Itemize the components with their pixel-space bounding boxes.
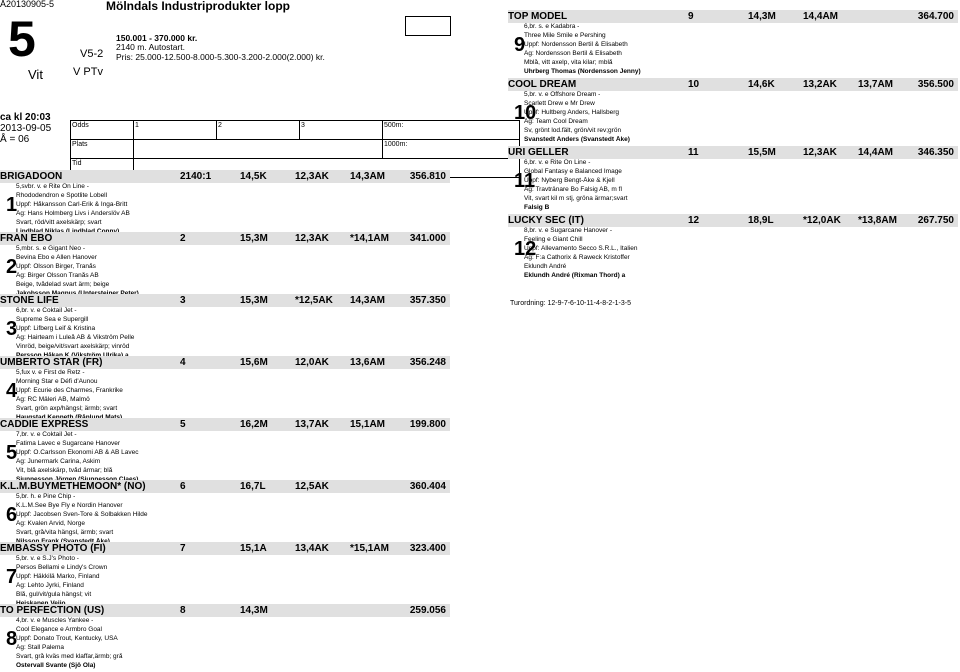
- horse-odds-2: 13,4AK: [295, 543, 329, 554]
- horse-line-4: Äg: Travtränare Bo Falsig AB, m fl: [524, 186, 622, 193]
- horse-line-2: Fatima Lavec e Sugarcane Hanover: [16, 440, 121, 447]
- horse-line-2: Three Mile Smile e Pershing: [524, 32, 606, 39]
- horse-line-4: Äg: Birger Olsson Tranås AB: [16, 272, 99, 279]
- race-time: ca kl 20:03: [0, 112, 51, 123]
- horse-line-4: Äg: Hairteam i Luleå AB & Vikström Pelle: [16, 334, 135, 341]
- horse-line-4: Äg: Team Cool Dream: [524, 118, 588, 125]
- horse-money: 360.404: [409, 481, 446, 492]
- horse-line-1: 8,br. v. e Sugarcane Hanover -: [524, 227, 613, 234]
- race-desc-1: 150.001 - 370.000 kr.: [116, 33, 198, 43]
- horse-odds-1: 15,3M: [240, 295, 268, 306]
- horse-entry: [508, 78, 958, 145]
- horse-header: [0, 232, 450, 245]
- horse-line-5: Vinröd, beige/vit/svart axelskärp; vinröd: [16, 343, 130, 350]
- horse-sub: 4: [180, 357, 186, 368]
- horse-name: LUCKY SEC (IT): [508, 215, 584, 226]
- horse-odds-1: 14,3M: [748, 11, 776, 22]
- horse-number: 7: [6, 566, 18, 588]
- horse-odds-2: 12,3AK: [295, 233, 329, 244]
- horse-line-2: Global Fantasy e Balanced Image: [524, 168, 622, 175]
- horse-line-1: 7,br. v. e Coktail Jet -: [16, 431, 77, 438]
- horse-line-3: Uppf: Häkkilä Marko, Finland: [16, 573, 100, 580]
- horse-sub: 11: [688, 147, 699, 158]
- horse-header: [0, 294, 450, 307]
- horse-line-5: Beige, tvådelad svart ärm; beige: [16, 281, 110, 288]
- horse-odds-3: 15,1AM: [350, 419, 386, 430]
- horse-odds-2: *12,0AK: [803, 215, 841, 226]
- horse-line-3: Uppf: Jacobsen Sven-Tore & Solbakken Hilde: [16, 511, 148, 518]
- horse-odds-1: 15,5M: [748, 147, 776, 158]
- horse-sub: 5: [180, 419, 186, 430]
- horse-entry: [508, 146, 958, 213]
- page-code: Å20130905-5: [0, 0, 55, 9]
- horse-number: 6: [6, 504, 18, 526]
- horse-line-3: Uppf: Ecurie des Charmes, Frankrike: [16, 387, 123, 394]
- horse-number: 9: [514, 34, 526, 56]
- horse-sub: 3: [180, 295, 186, 306]
- horse-odds-3: 13,6AM: [350, 357, 386, 368]
- horse-money: 356.500: [917, 79, 954, 90]
- horse-line-2: Bevina Ebo e Allen Hanover: [16, 254, 97, 261]
- horse-line-1: 5,br. h. e Pine Chip -: [16, 493, 76, 500]
- race-title: Mölndals Industriprodukter lopp: [106, 0, 290, 13]
- horse-line-2: Supreme Sea e Supergill: [16, 316, 89, 323]
- horse-odds-1: 18,9L: [748, 215, 774, 226]
- horse-name: UMBERTO STAR (FR): [0, 357, 103, 368]
- horse-sub: 2: [180, 233, 186, 244]
- horse-line-5: Svart, grön axp/hängsl; ärmb; svart: [16, 405, 118, 412]
- horse-line-4: Äg: Nordensson Bertil & Elisabeth: [524, 50, 622, 57]
- horse-money: 356.248: [409, 357, 446, 368]
- horse-line-3: Uppf: O.Carlsson Ekonomi AB & AB Lavec: [16, 449, 139, 456]
- odds-tid: Tid: [71, 159, 134, 178]
- horse-driver: Svanstedt Anders (Svanstedt Åke): [524, 136, 630, 143]
- odds-col-1: 1: [134, 121, 217, 140]
- horse-line-5: Svart, röd/vitt axelskärp; svart: [16, 219, 102, 226]
- horse-odds-1: 16,2M: [240, 419, 268, 430]
- track: Å = 06: [0, 134, 30, 145]
- horse-header: [0, 356, 450, 369]
- horse-line-3: Uppf: Nyberg Bengt-Åke & Kjell: [524, 177, 615, 184]
- odds-1000m: 1000m:: [383, 140, 520, 159]
- horse-odds-3: 13,7AM: [858, 79, 894, 90]
- horse-line-1: 6,br. v. e Rite On Line -: [524, 159, 591, 166]
- horse-odds-3: *13,8AM: [858, 215, 897, 226]
- horse-driver: Östervall Svante (Sjö Ola): [16, 662, 96, 669]
- horse-odds-1: 16,7L: [240, 481, 266, 492]
- horse-entry: [0, 542, 450, 609]
- horse-header: [508, 78, 958, 91]
- horse-odds-2: 12,3AK: [295, 171, 329, 182]
- horse-sub: 2140:1: [180, 171, 212, 182]
- horse-entry: [0, 232, 450, 299]
- horse-entry: [0, 480, 450, 547]
- horse-money: 323.400: [409, 543, 446, 554]
- horse-line-2: Morning Star e Défi d'Aunou: [16, 378, 98, 385]
- horse-entry: [508, 214, 958, 281]
- odds-col-2: 2: [217, 121, 300, 140]
- horse-line-1: 5,svbr. v. e Rite On Line -: [16, 183, 89, 190]
- horse-name: CADDIE EXPRESS: [0, 419, 89, 430]
- horse-number: 4: [6, 380, 18, 402]
- horse-number: 3: [6, 318, 18, 340]
- horse-line-1: 5,mbr. s. e Gigant Neo -: [16, 245, 86, 252]
- horse-name: TOP MODEL: [508, 11, 568, 22]
- horse-odds-2: 13,7AK: [295, 419, 329, 430]
- horse-line-3: Uppf: Olsson Birger, Tranås: [16, 263, 96, 270]
- horse-line-4: Äg: Kvalen Arvid, Norge: [16, 520, 86, 527]
- odds-label: Odds: [71, 121, 134, 140]
- horse-name: STONE LIFE: [0, 295, 59, 306]
- horse-entry: [0, 170, 450, 237]
- horse-number: 12: [514, 238, 537, 260]
- race-desc-3: Pris: 25.000-12.500-8.000-5.300-3.200-2.000(2.000) kr.: [116, 51, 325, 62]
- horse-line-4: Äg: Lehto Jyrki, Finland: [16, 582, 84, 589]
- horse-driver: Uhrberg Thomas (Nordensson Jenny): [524, 68, 641, 75]
- horse-odds-1: 14,6K: [748, 79, 775, 90]
- horse-odds-2: *12,5AK: [295, 295, 333, 306]
- horse-odds-3: 14,4AM: [858, 147, 894, 158]
- horse-line-3: Uppf: Nordensson Bertil & Elisabeth: [524, 41, 628, 48]
- horse-line-1: 6,br. s. e Kadabra -: [524, 23, 580, 30]
- horse-name: COOL DREAM: [508, 79, 577, 90]
- horse-header: [0, 170, 450, 183]
- horse-line-4: Äg: Hans Holmberg Livs i Anderslöv AB: [16, 210, 130, 217]
- horse-line-5: Sv, grönt lod.fält, grön/vit rev;grön: [524, 127, 622, 134]
- horse-sub: 7: [180, 543, 186, 554]
- horse-sub: 8: [180, 605, 186, 616]
- horse-line-2: Rhododendron e Spotlite Lobell: [16, 192, 108, 199]
- horse-line-5: Eklundh André: [524, 263, 567, 270]
- horse-money: 341.000: [409, 233, 446, 244]
- horse-number: 10: [514, 102, 537, 124]
- race-desc-2: 2140 m. Autostart.: [116, 42, 185, 53]
- start-order: Turordning: 12-9-7-6-10-11-4-8-2-1-3-5: [510, 300, 631, 307]
- horse-odds-2: 13,2AK: [803, 79, 837, 90]
- horse-line-4: Äg: Junermark Carina, Askim: [16, 458, 101, 465]
- race-number: 5: [8, 11, 36, 67]
- race-type-vptv: V PTv: [73, 66, 103, 78]
- horse-line-2: Feeling e Giant Chill: [524, 236, 583, 243]
- horse-header: [0, 480, 450, 493]
- horse-line-1: 5,fux v. e First de Retz -: [16, 369, 85, 376]
- horse-line-2: Scarlett Drew e Mr Drew: [524, 100, 595, 107]
- horse-line-1: 4,br. v. e Muscles Yankee -: [16, 617, 94, 624]
- horse-sub: 6: [180, 481, 186, 492]
- horse-money: 357.350: [409, 295, 446, 306]
- horse-odds-2: 12,5AK: [295, 481, 329, 492]
- horse-odds-1: 14,5K: [240, 171, 267, 182]
- horse-odds-3: 14,3AM: [350, 295, 386, 306]
- horse-entry: [0, 356, 450, 423]
- race-date: 2013-09-05: [0, 123, 52, 134]
- race-type: V5-2: [80, 48, 104, 60]
- horse-odds-2: 14,4AM: [803, 11, 839, 22]
- horse-line-5: Svart, grå kväs med klaffar,ärmb; grå: [16, 653, 123, 660]
- horse-name: FRAN EBO: [0, 233, 53, 244]
- horse-line-3: Uppf: Hultberg Anders, Hallsberg: [524, 109, 620, 116]
- horse-number: 1: [6, 194, 18, 216]
- horse-odds-3: 14,3AM: [350, 171, 386, 182]
- horse-entry: [508, 10, 958, 77]
- horse-line-2: Cool Elegance e Armbro Goal: [16, 626, 102, 633]
- horse-entry: [0, 294, 450, 361]
- horse-money: 259.056: [409, 605, 446, 616]
- horse-name: BRIGADOON: [0, 171, 63, 182]
- horse-header: [0, 542, 450, 555]
- track-logo-icon: [405, 16, 451, 36]
- horse-number: 2: [6, 256, 18, 278]
- horse-driver: Falsig B: [524, 204, 550, 211]
- horse-line-5: Mblå, vitt axelp, vita kilar; mblå: [524, 59, 613, 66]
- horse-line-5: Blå, gul/vit/gula hängsl; vit: [16, 591, 92, 598]
- horse-header: [508, 10, 958, 23]
- horse-line-1: 5,br. v. e Offshore Dream -: [524, 91, 601, 98]
- horse-header: [0, 604, 450, 617]
- horse-odds-3: *14,1AM: [350, 233, 389, 244]
- horse-odds-1: 15,1A: [240, 543, 267, 554]
- horse-entry: [0, 418, 450, 485]
- horse-sub: 12: [688, 215, 700, 226]
- horse-header: [508, 214, 958, 227]
- horse-line-4: Äg: Stall Palema: [16, 644, 65, 651]
- horse-line-3: Uppf: Håkansson Carl-Erik & Inga-Britt: [16, 201, 128, 208]
- horse-entry: [0, 604, 450, 671]
- horse-number: 8: [6, 628, 18, 650]
- horse-odds-1: 15,6M: [240, 357, 268, 368]
- horse-header: [508, 146, 958, 159]
- horse-line-2: K.L.M.See Bye Fly e Nordin Hanover: [16, 502, 123, 509]
- horse-line-1: 5,br. v. e S.J's Photo -: [16, 555, 79, 562]
- horse-number: 5: [6, 442, 18, 464]
- odds-plats: Plats: [71, 140, 134, 159]
- horse-line-4: Äg: F:a Cathorix & Raweck Kristoffer: [524, 254, 630, 261]
- horse-odds-2: 12,3AK: [803, 147, 837, 158]
- horse-money: 346.350: [917, 147, 954, 158]
- horse-name: URI GELLER: [508, 147, 569, 158]
- horse-money: 267.750: [917, 215, 954, 226]
- horse-driver: Eklundh André (Rixman Thord) a: [524, 272, 626, 279]
- horse-line-2: Persos Bellami e Lindy's Crown: [16, 564, 108, 571]
- horse-line-3: Uppf: Lifberg Leif & Kristina: [16, 325, 96, 332]
- horse-header: [0, 418, 450, 431]
- horse-number: 11: [514, 170, 536, 192]
- horse-sub: 9: [688, 11, 694, 22]
- horse-name: K.L.M.BUYMETHEMOON* (NO): [0, 481, 146, 492]
- horse-sub: 10: [688, 79, 700, 90]
- odds-500m: 500m:: [383, 121, 520, 140]
- horse-line-1: 6,br. v. e Coktail Jet -: [16, 307, 77, 314]
- race-type-vit: Vit: [28, 67, 43, 82]
- horse-line-5: Vit, blå axelskärp, tvåd ärmar; blå: [16, 467, 113, 474]
- horse-odds-3: *15,1AM: [350, 543, 389, 554]
- race-description: [116, 34, 325, 62]
- horse-name: TO PERFECTION (US): [0, 605, 105, 616]
- horse-line-3: Uppf: Allevamento Secco S.R.L., Italien: [524, 245, 638, 252]
- horse-line-4: Äg: RC Mäleri AB, Malmö: [16, 396, 90, 403]
- odds-col-3: 3: [300, 121, 383, 140]
- horse-line-5: Vit, svart kil m stj, gröna ärmar;svart: [524, 195, 628, 202]
- horse-money: 356.810: [409, 171, 446, 182]
- horse-odds-1: 15,3M: [240, 233, 268, 244]
- horse-money: 199.800: [409, 419, 446, 430]
- horse-name: EMBASSY PHOTO (FI): [0, 543, 106, 554]
- horse-line-3: Uppf: Donato Trout, Kentucky, USA: [16, 635, 118, 642]
- horse-money: 364.700: [917, 11, 954, 22]
- horse-odds-2: 12,0AK: [295, 357, 329, 368]
- horse-line-5: Svart, grå/vita hängsl, ärmb; svart: [16, 529, 114, 536]
- horse-odds-1: 14,3M: [240, 605, 268, 616]
